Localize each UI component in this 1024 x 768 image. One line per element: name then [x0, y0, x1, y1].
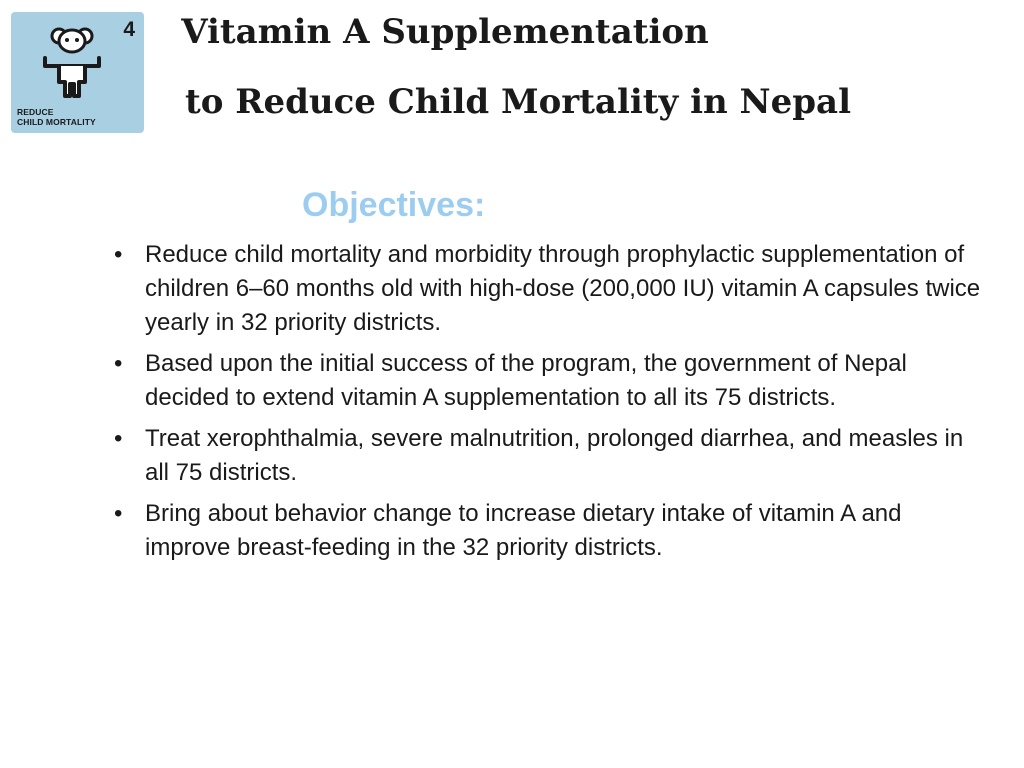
list-item-text: Reduce child mortality and morbidity through prophylactic supplementation of children 6–60 months old with high-dose (200,000 IU) vitamin A capsules twice yearly in 32 priority districts. [145, 241, 981, 336]
objectives-list [112, 238, 992, 572]
logo-caption-line1: REDUCE [17, 107, 54, 117]
goal-number: 4 [123, 18, 135, 41]
title-line-2: to Reduce Child Mortality in Nepal [185, 82, 851, 122]
title-line-1: Vitamin A Supplementation [181, 12, 709, 52]
bullet-icon: • [114, 350, 123, 377]
bullet-icon: • [114, 241, 123, 268]
logo-caption [17, 107, 96, 127]
mdg-goal-logo [11, 12, 144, 133]
list-item [112, 347, 992, 415]
bullet-icon: • [114, 500, 123, 527]
logo-caption-line2: CHILD MORTALITY [17, 117, 96, 127]
list-item-text: Treat xerophthalmia, severe malnutrition, prolonged diarrhea, and measles in all 75 districts. [145, 425, 964, 486]
list-item [112, 422, 992, 490]
child-figure-icon [37, 24, 113, 104]
list-item-text: Bring about behavior change to increase dietary intake of vitamin A and improve breast-feeding in the 32 priority districts. [145, 500, 902, 561]
objectives-heading: Objectives: [302, 186, 486, 224]
list-item-text: Based upon the initial success of the program, the government of Nepal decided to extend vitamin A supplementation to all its 75 districts. [145, 350, 907, 411]
list-item [112, 238, 992, 340]
list-item [112, 497, 992, 565]
bullet-icon: • [114, 425, 123, 452]
